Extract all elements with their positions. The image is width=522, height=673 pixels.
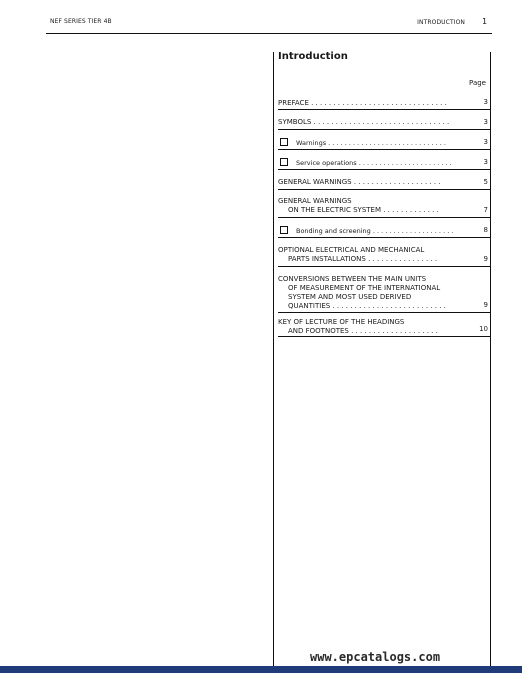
toc-title: Introduction <box>278 51 348 62</box>
header-rule <box>46 33 492 34</box>
toc-item-label-line1: CONVERSIONS BETWEEN THE MAIN UNITS <box>278 275 427 283</box>
toc-item-electric-system-warnings[interactable] <box>278 190 490 218</box>
toc-item-page: 5 <box>483 178 488 186</box>
toc-left-border <box>273 52 274 667</box>
document-series-label: NEF SERIES TIER 4B <box>50 18 112 25</box>
toc-item-page: 3 <box>483 118 488 126</box>
toc-item-general-warnings[interactable] <box>278 170 490 190</box>
toc-item-label: Warnings . . . . . . . . . . . . . . . . . . . . . . . . . . . . . <box>296 139 446 147</box>
toc-right-border <box>490 52 491 667</box>
toc-item-label-line4: QUANTITIES . . . . . . . . . . . . . . . . . . . . . . . . . . <box>288 302 446 310</box>
watermark-url: www.epcatalogs.com <box>310 650 441 664</box>
section-title: INTRODUCTION <box>417 19 465 26</box>
toc-item-preface[interactable] <box>278 91 490 110</box>
toc-item-page: 3 <box>483 98 488 106</box>
footer-bar <box>0 666 522 673</box>
checkbox-icon <box>280 158 288 166</box>
toc-item-symbols[interactable] <box>278 110 490 130</box>
toc-item-unit-conversions[interactable] <box>278 267 490 313</box>
toc-item-page: 7 <box>483 206 488 214</box>
toc-item-label-line3: SYSTEM AND MOST USED DERIVED <box>288 293 412 301</box>
toc-item-page: 9 <box>483 255 488 263</box>
toc-page-column-label: Page <box>469 79 486 87</box>
toc-item-label-line1: GENERAL WARNINGS <box>278 197 352 205</box>
toc-item-page: 3 <box>483 138 488 146</box>
checkbox-icon <box>280 138 288 146</box>
checkbox-icon <box>280 226 288 234</box>
page-number: 1 <box>482 17 488 26</box>
toc-item-warnings[interactable] <box>278 130 490 150</box>
toc-item-key-headings[interactable] <box>278 313 490 337</box>
toc-item-label: Service operations . . . . . . . . . . . . . . . . . . . . . . . <box>296 159 452 167</box>
toc-item-page: 8 <box>483 226 488 234</box>
toc-item-page: 3 <box>483 158 488 166</box>
toc-item-service-operations[interactable] <box>278 150 490 170</box>
toc-item-label-line2: OF MEASUREMENT OF THE INTERNATIONAL <box>288 284 441 292</box>
toc-item-label-line2: PARTS INSTALLATIONS . . . . . . . . . . . . . . . . <box>288 255 438 263</box>
toc-item-label-line1: OPTIONAL ELECTRICAL AND MECHANICAL <box>278 246 425 254</box>
toc-item-label: GENERAL WARNINGS . . . . . . . . . . . . . . . . . . . . <box>278 178 441 186</box>
toc-item-label-line2: ON THE ELECTRIC SYSTEM . . . . . . . . . . . . . <box>288 206 439 214</box>
toc-item-label: PREFACE . . . . . . . . . . . . . . . . . . . . . . . . . . . . . . . <box>278 99 447 107</box>
toc-item-optional-installations[interactable] <box>278 238 490 267</box>
toc-item-page: 10 <box>479 325 488 333</box>
toc-item-label: SYMBOLS . . . . . . . . . . . . . . . . . . . . . . . . . . . . . . . <box>278 118 450 126</box>
toc-item-label-line2: AND FOOTNOTES . . . . . . . . . . . . . . . . . . . . <box>288 327 438 335</box>
toc-item-bonding-screening[interactable] <box>278 218 490 238</box>
toc-item-label-line1: KEY OF LECTURE OF THE HEADINGS <box>278 318 405 326</box>
toc-item-page: 9 <box>483 301 488 309</box>
table-of-contents <box>278 50 490 337</box>
toc-item-label: Bonding and screening . . . . . . . . . . . . . . . . . . . . <box>296 227 454 235</box>
